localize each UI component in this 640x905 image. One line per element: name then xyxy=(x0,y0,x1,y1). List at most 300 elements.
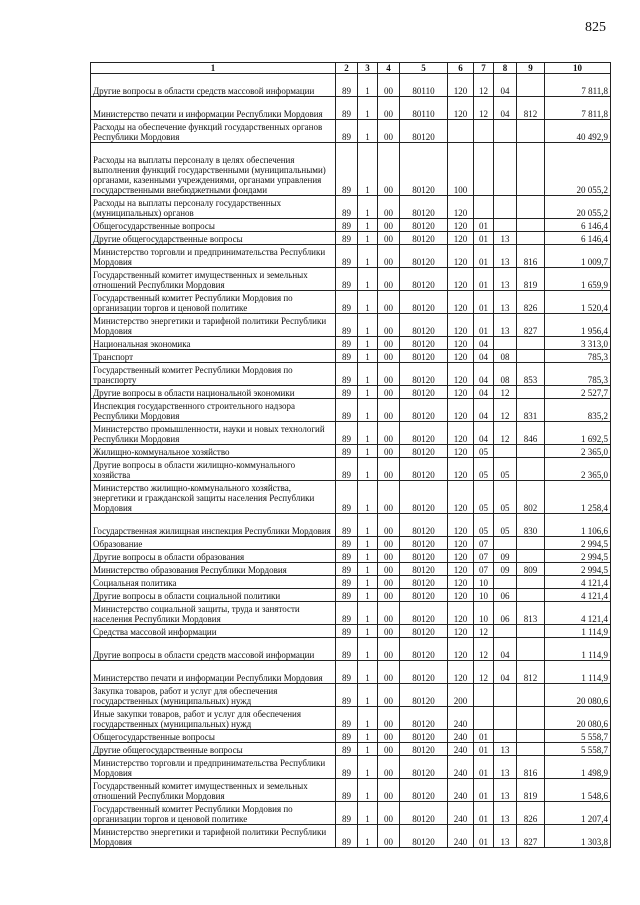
cell-ministry: 802 xyxy=(517,481,545,514)
cell-code-5: 80120 xyxy=(400,537,448,550)
cell-code-2: 89 xyxy=(336,825,358,848)
cell-code-3: 1 xyxy=(358,625,378,638)
cell-section: 07 xyxy=(474,563,494,576)
cell-name: Государственный комитет Республики Мордовия по транспорту xyxy=(91,363,336,386)
cell-ministry xyxy=(517,196,545,219)
cell-code-2: 89 xyxy=(336,386,358,399)
table-row xyxy=(91,563,611,576)
cell-subsection xyxy=(494,337,517,350)
cell-code-4: 00 xyxy=(378,337,400,350)
cell-code-2: 89 xyxy=(336,514,358,537)
cell-code-2: 89 xyxy=(336,363,358,386)
cell-code-2: 89 xyxy=(336,97,358,120)
cell-amount: 1 114,9 xyxy=(545,661,611,684)
cell-code-3: 1 xyxy=(358,245,378,268)
cell-subsection: 04 xyxy=(494,97,517,120)
cell-code-5: 80120 xyxy=(400,363,448,386)
cell-code-4: 00 xyxy=(378,779,400,802)
cell-code-3: 1 xyxy=(358,268,378,291)
cell-name: Инспекция государственного строительного надзора Республики Мордовия xyxy=(91,399,336,422)
cell-code-5: 80120 xyxy=(400,743,448,756)
cell-amount: 4 121,4 xyxy=(545,576,611,589)
table-row xyxy=(91,97,611,120)
cell-subsection: 13 xyxy=(494,245,517,268)
cell-code-3: 1 xyxy=(358,576,378,589)
cell-code-2: 89 xyxy=(336,245,358,268)
cell-code-6: 120 xyxy=(448,245,474,268)
cell-code-2: 89 xyxy=(336,314,358,337)
cell-code-5: 80120 xyxy=(400,661,448,684)
cell-name: Средства массовой информации xyxy=(91,625,336,638)
cell-code-6: 120 xyxy=(448,291,474,314)
cell-section: 01 xyxy=(474,743,494,756)
cell-code-2: 89 xyxy=(336,661,358,684)
cell-subsection xyxy=(494,707,517,730)
cell-section: 01 xyxy=(474,802,494,825)
cell-code-2: 89 xyxy=(336,779,358,802)
cell-code-6: 120 xyxy=(448,481,474,514)
cell-code-5: 80120 xyxy=(400,458,448,481)
cell-amount: 3 313,0 xyxy=(545,337,611,350)
cell-ministry xyxy=(517,550,545,563)
cell-ministry xyxy=(517,707,545,730)
cell-code-5: 80120 xyxy=(400,314,448,337)
cell-code-3: 1 xyxy=(358,422,378,445)
cell-code-4: 00 xyxy=(378,743,400,756)
cell-code-5: 80120 xyxy=(400,120,448,143)
cell-code-2: 89 xyxy=(336,458,358,481)
cell-code-2: 89 xyxy=(336,563,358,576)
cell-subsection xyxy=(494,143,517,196)
cell-section xyxy=(474,120,494,143)
cell-code-5: 80120 xyxy=(400,638,448,661)
cell-code-5: 80120 xyxy=(400,219,448,232)
cell-amount: 1 114,9 xyxy=(545,638,611,661)
cell-name: Министерство торговли и предпринимательства Республики Мордовия xyxy=(91,245,336,268)
cell-name: Другие вопросы в области средств массовой информации xyxy=(91,74,336,97)
cell-code-6: 120 xyxy=(448,458,474,481)
cell-section: 10 xyxy=(474,602,494,625)
cell-code-2: 89 xyxy=(336,756,358,779)
cell-subsection: 05 xyxy=(494,481,517,514)
cell-code-5: 80120 xyxy=(400,802,448,825)
cell-code-4: 00 xyxy=(378,825,400,848)
cell-code-4: 00 xyxy=(378,563,400,576)
cell-code-3: 1 xyxy=(358,743,378,756)
cell-name: Другие общегосударственные вопросы xyxy=(91,743,336,756)
cell-code-3: 1 xyxy=(358,661,378,684)
cell-section: 12 xyxy=(474,625,494,638)
cell-code-6: 240 xyxy=(448,730,474,743)
cell-section: 01 xyxy=(474,756,494,779)
cell-code-6: 120 xyxy=(448,661,474,684)
cell-code-5: 80120 xyxy=(400,481,448,514)
cell-code-4: 00 xyxy=(378,314,400,337)
column-header: 1 xyxy=(91,63,336,74)
cell-code-2: 89 xyxy=(336,422,358,445)
cell-section: 01 xyxy=(474,291,494,314)
cell-code-6: 120 xyxy=(448,602,474,625)
cell-name: Образование xyxy=(91,537,336,550)
cell-name: Государственный комитет Республики Мордовия по организации торгов и ценовой политике xyxy=(91,802,336,825)
cell-code-6: 120 xyxy=(448,386,474,399)
cell-subsection: 05 xyxy=(494,514,517,537)
cell-code-3: 1 xyxy=(358,314,378,337)
cell-ministry: 812 xyxy=(517,661,545,684)
cell-section: 12 xyxy=(474,661,494,684)
cell-code-5: 80120 xyxy=(400,563,448,576)
cell-code-6: 120 xyxy=(448,314,474,337)
cell-code-4: 00 xyxy=(378,602,400,625)
table-row xyxy=(91,661,611,684)
cell-code-5: 80120 xyxy=(400,386,448,399)
cell-code-5: 80120 xyxy=(400,350,448,363)
cell-code-3: 1 xyxy=(358,779,378,802)
cell-code-3: 1 xyxy=(358,120,378,143)
cell-section: 05 xyxy=(474,514,494,537)
cell-code-5: 80120 xyxy=(400,291,448,314)
cell-amount: 1 207,4 xyxy=(545,802,611,825)
cell-code-2: 89 xyxy=(336,730,358,743)
cell-code-5: 80120 xyxy=(400,589,448,602)
cell-name: Транспорт xyxy=(91,350,336,363)
cell-code-2: 89 xyxy=(336,291,358,314)
cell-name: Государственный комитет имущественных и земельных отношений Республики Мордовия xyxy=(91,268,336,291)
table-row xyxy=(91,120,611,143)
cell-code-6: 100 xyxy=(448,143,474,196)
cell-section: 07 xyxy=(474,550,494,563)
cell-amount: 20 080,6 xyxy=(545,707,611,730)
cell-code-4: 00 xyxy=(378,97,400,120)
cell-code-6: 120 xyxy=(448,350,474,363)
cell-code-6: 120 xyxy=(448,337,474,350)
cell-name: Министерство печати и информации Республики Мордовия xyxy=(91,661,336,684)
table-row xyxy=(91,756,611,779)
cell-ministry: 816 xyxy=(517,245,545,268)
cell-name: Закупка товаров, работ и услуг для обеспечения государственных (муниципальных) нужд xyxy=(91,684,336,707)
cell-ministry: 830 xyxy=(517,514,545,537)
cell-subsection: 13 xyxy=(494,291,517,314)
table-row xyxy=(91,363,611,386)
cell-code-6: 120 xyxy=(448,399,474,422)
cell-code-2: 89 xyxy=(336,74,358,97)
cell-code-4: 00 xyxy=(378,386,400,399)
cell-code-2: 89 xyxy=(336,232,358,245)
cell-code-3: 1 xyxy=(358,684,378,707)
cell-code-2: 89 xyxy=(336,743,358,756)
cell-amount: 6 146,4 xyxy=(545,219,611,232)
cell-amount: 1 659,9 xyxy=(545,268,611,291)
cell-code-3: 1 xyxy=(358,602,378,625)
cell-ministry xyxy=(517,350,545,363)
cell-code-6: 120 xyxy=(448,268,474,291)
cell-code-3: 1 xyxy=(358,537,378,550)
cell-code-3: 1 xyxy=(358,350,378,363)
cell-name: Расходы на выплаты персоналу государственных (муниципальных) органов xyxy=(91,196,336,219)
cell-subsection: 06 xyxy=(494,589,517,602)
cell-code-3: 1 xyxy=(358,707,378,730)
cell-code-4: 00 xyxy=(378,481,400,514)
cell-code-4: 00 xyxy=(378,291,400,314)
cell-code-3: 1 xyxy=(358,97,378,120)
cell-subsection: 13 xyxy=(494,232,517,245)
cell-amount: 6 146,4 xyxy=(545,232,611,245)
column-header: 2 xyxy=(336,63,358,74)
cell-ministry xyxy=(517,143,545,196)
budget-table xyxy=(90,62,611,848)
cell-ministry: 819 xyxy=(517,779,545,802)
cell-ministry xyxy=(517,219,545,232)
cell-amount: 1 258,4 xyxy=(545,481,611,514)
cell-section xyxy=(474,143,494,196)
cell-subsection: 05 xyxy=(494,458,517,481)
table-row xyxy=(91,268,611,291)
cell-code-4: 00 xyxy=(378,74,400,97)
column-header: 4 xyxy=(378,63,400,74)
cell-subsection xyxy=(494,219,517,232)
cell-code-6: 120 xyxy=(448,97,474,120)
table-row xyxy=(91,825,611,848)
cell-name: Государственная жилищная инспекция Республики Мордовия xyxy=(91,514,336,537)
cell-ministry xyxy=(517,684,545,707)
cell-amount: 7 811,8 xyxy=(545,74,611,97)
cell-ministry: 812 xyxy=(517,97,545,120)
table-row xyxy=(91,638,611,661)
cell-code-4: 00 xyxy=(378,730,400,743)
cell-amount: 2 994,5 xyxy=(545,537,611,550)
cell-section: 01 xyxy=(474,825,494,848)
cell-ministry: 826 xyxy=(517,802,545,825)
cell-ministry xyxy=(517,589,545,602)
header-row xyxy=(91,63,611,74)
cell-amount: 1 548,6 xyxy=(545,779,611,802)
cell-section xyxy=(474,707,494,730)
cell-code-3: 1 xyxy=(358,638,378,661)
table-row xyxy=(91,684,611,707)
column-header: 10 xyxy=(545,63,611,74)
cell-amount: 1 520,4 xyxy=(545,291,611,314)
cell-amount: 20 055,2 xyxy=(545,143,611,196)
cell-section: 01 xyxy=(474,268,494,291)
cell-amount: 5 558,7 xyxy=(545,743,611,756)
cell-subsection: 04 xyxy=(494,74,517,97)
cell-code-3: 1 xyxy=(358,802,378,825)
cell-subsection: 06 xyxy=(494,602,517,625)
cell-code-6: 120 xyxy=(448,638,474,661)
cell-code-6: 120 xyxy=(448,445,474,458)
cell-section xyxy=(474,196,494,219)
cell-code-2: 89 xyxy=(336,399,358,422)
cell-code-3: 1 xyxy=(358,756,378,779)
cell-section: 04 xyxy=(474,363,494,386)
cell-code-4: 00 xyxy=(378,661,400,684)
cell-code-6: 240 xyxy=(448,756,474,779)
cell-ministry xyxy=(517,74,545,97)
cell-code-3: 1 xyxy=(358,481,378,514)
cell-ministry: 827 xyxy=(517,314,545,337)
cell-amount: 835,2 xyxy=(545,399,611,422)
table-row xyxy=(91,625,611,638)
cell-name: Министерство энергетики и тарифной политики Республики Мордовия xyxy=(91,314,336,337)
cell-ministry: 846 xyxy=(517,422,545,445)
cell-code-3: 1 xyxy=(358,386,378,399)
cell-ministry xyxy=(517,576,545,589)
cell-code-3: 1 xyxy=(358,196,378,219)
cell-code-6: 120 xyxy=(448,422,474,445)
cell-code-6: 240 xyxy=(448,802,474,825)
cell-ministry xyxy=(517,537,545,550)
cell-subsection: 12 xyxy=(494,386,517,399)
cell-ministry xyxy=(517,120,545,143)
table-row xyxy=(91,743,611,756)
cell-code-3: 1 xyxy=(358,74,378,97)
cell-code-4: 00 xyxy=(378,684,400,707)
cell-code-2: 89 xyxy=(336,143,358,196)
cell-code-5: 80120 xyxy=(400,399,448,422)
cell-code-2: 89 xyxy=(336,445,358,458)
cell-code-6: 240 xyxy=(448,779,474,802)
cell-code-4: 00 xyxy=(378,196,400,219)
cell-amount: 1 498,9 xyxy=(545,756,611,779)
cell-name: Национальная экономика xyxy=(91,337,336,350)
cell-code-6: 120 xyxy=(448,74,474,97)
table-row xyxy=(91,445,611,458)
cell-code-2: 89 xyxy=(336,684,358,707)
cell-subsection xyxy=(494,120,517,143)
cell-name: Другие общегосударственные вопросы xyxy=(91,232,336,245)
table-row xyxy=(91,219,611,232)
cell-ministry xyxy=(517,730,545,743)
cell-amount: 2 527,7 xyxy=(545,386,611,399)
cell-amount: 2 994,5 xyxy=(545,550,611,563)
cell-name: Другие вопросы в области средств массовой информации xyxy=(91,638,336,661)
table-row xyxy=(91,74,611,97)
cell-section: 12 xyxy=(474,74,494,97)
cell-ministry xyxy=(517,337,545,350)
table-row xyxy=(91,337,611,350)
cell-subsection xyxy=(494,537,517,550)
cell-subsection: 13 xyxy=(494,779,517,802)
cell-ministry: 819 xyxy=(517,268,545,291)
table-row xyxy=(91,291,611,314)
cell-subsection xyxy=(494,445,517,458)
cell-code-4: 00 xyxy=(378,756,400,779)
cell-code-3: 1 xyxy=(358,589,378,602)
cell-ministry: 827 xyxy=(517,825,545,848)
cell-code-2: 89 xyxy=(336,550,358,563)
cell-code-4: 00 xyxy=(378,422,400,445)
cell-code-5: 80120 xyxy=(400,143,448,196)
cell-subsection: 12 xyxy=(494,399,517,422)
cell-code-4: 00 xyxy=(378,802,400,825)
cell-code-5: 80110 xyxy=(400,74,448,97)
cell-section: 04 xyxy=(474,422,494,445)
cell-code-3: 1 xyxy=(358,730,378,743)
cell-code-2: 89 xyxy=(336,802,358,825)
table-row xyxy=(91,730,611,743)
cell-name: Государственный комитет имущественных и земельных отношений Республики Мордовия xyxy=(91,779,336,802)
cell-section: 05 xyxy=(474,445,494,458)
cell-section: 04 xyxy=(474,399,494,422)
cell-amount: 1 009,7 xyxy=(545,245,611,268)
cell-section: 10 xyxy=(474,589,494,602)
cell-amount: 1 692,5 xyxy=(545,422,611,445)
cell-name: Общегосударственные вопросы xyxy=(91,219,336,232)
table-row xyxy=(91,350,611,363)
cell-section xyxy=(474,684,494,707)
cell-section: 10 xyxy=(474,576,494,589)
cell-code-3: 1 xyxy=(358,232,378,245)
cell-amount: 7 811,8 xyxy=(545,97,611,120)
table-row xyxy=(91,399,611,422)
cell-code-2: 89 xyxy=(336,602,358,625)
cell-code-4: 00 xyxy=(378,143,400,196)
cell-name: Другие вопросы в области социальной политики xyxy=(91,589,336,602)
column-header: 7 xyxy=(474,63,494,74)
cell-code-5: 80120 xyxy=(400,245,448,268)
cell-name: Министерство торговли и предпринимательства Республики Мордовия xyxy=(91,756,336,779)
table-row xyxy=(91,550,611,563)
cell-code-2: 89 xyxy=(336,350,358,363)
cell-code-5: 80120 xyxy=(400,602,448,625)
cell-code-6: 120 xyxy=(448,589,474,602)
cell-subsection: 04 xyxy=(494,661,517,684)
cell-code-6: 120 xyxy=(448,232,474,245)
cell-subsection xyxy=(494,576,517,589)
cell-ministry: 853 xyxy=(517,363,545,386)
cell-ministry xyxy=(517,743,545,756)
cell-section: 12 xyxy=(474,638,494,661)
cell-code-6: 240 xyxy=(448,825,474,848)
cell-code-6: 200 xyxy=(448,684,474,707)
cell-code-4: 00 xyxy=(378,550,400,563)
cell-code-4: 00 xyxy=(378,445,400,458)
cell-amount: 785,3 xyxy=(545,350,611,363)
cell-name: Министерство жилищно-коммунального хозяйства, энергетики и гражданской защиты населения Республики Мордовия xyxy=(91,481,336,514)
cell-name: Министерство энергетики и тарифной политики Республики Мордовия xyxy=(91,825,336,848)
cell-code-5: 80120 xyxy=(400,825,448,848)
cell-ministry xyxy=(517,638,545,661)
cell-amount: 2 365,0 xyxy=(545,445,611,458)
cell-code-6: 120 xyxy=(448,514,474,537)
table-row xyxy=(91,245,611,268)
cell-code-3: 1 xyxy=(358,363,378,386)
cell-code-2: 89 xyxy=(336,219,358,232)
cell-code-4: 00 xyxy=(378,707,400,730)
cell-code-5: 80120 xyxy=(400,756,448,779)
cell-name: Общегосударственные вопросы xyxy=(91,730,336,743)
table-row xyxy=(91,481,611,514)
cell-code-6: 120 xyxy=(448,563,474,576)
cell-ministry: 826 xyxy=(517,291,545,314)
cell-code-3: 1 xyxy=(358,458,378,481)
cell-code-5: 80120 xyxy=(400,779,448,802)
cell-code-2: 89 xyxy=(336,120,358,143)
cell-name: Иные закупки товаров, работ и услуг для обеспечения государственных (муниципальных) нужд xyxy=(91,707,336,730)
table-row xyxy=(91,196,611,219)
cell-code-4: 00 xyxy=(378,363,400,386)
table-row xyxy=(91,576,611,589)
cell-code-4: 00 xyxy=(378,350,400,363)
cell-section: 12 xyxy=(474,97,494,120)
table-body xyxy=(91,74,611,848)
cell-amount: 4 121,4 xyxy=(545,589,611,602)
column-header: 9 xyxy=(517,63,545,74)
cell-code-2: 89 xyxy=(336,537,358,550)
cell-amount: 5 558,7 xyxy=(545,730,611,743)
cell-name: Министерство печати и информации Республики Мордовия xyxy=(91,97,336,120)
cell-code-2: 89 xyxy=(336,576,358,589)
